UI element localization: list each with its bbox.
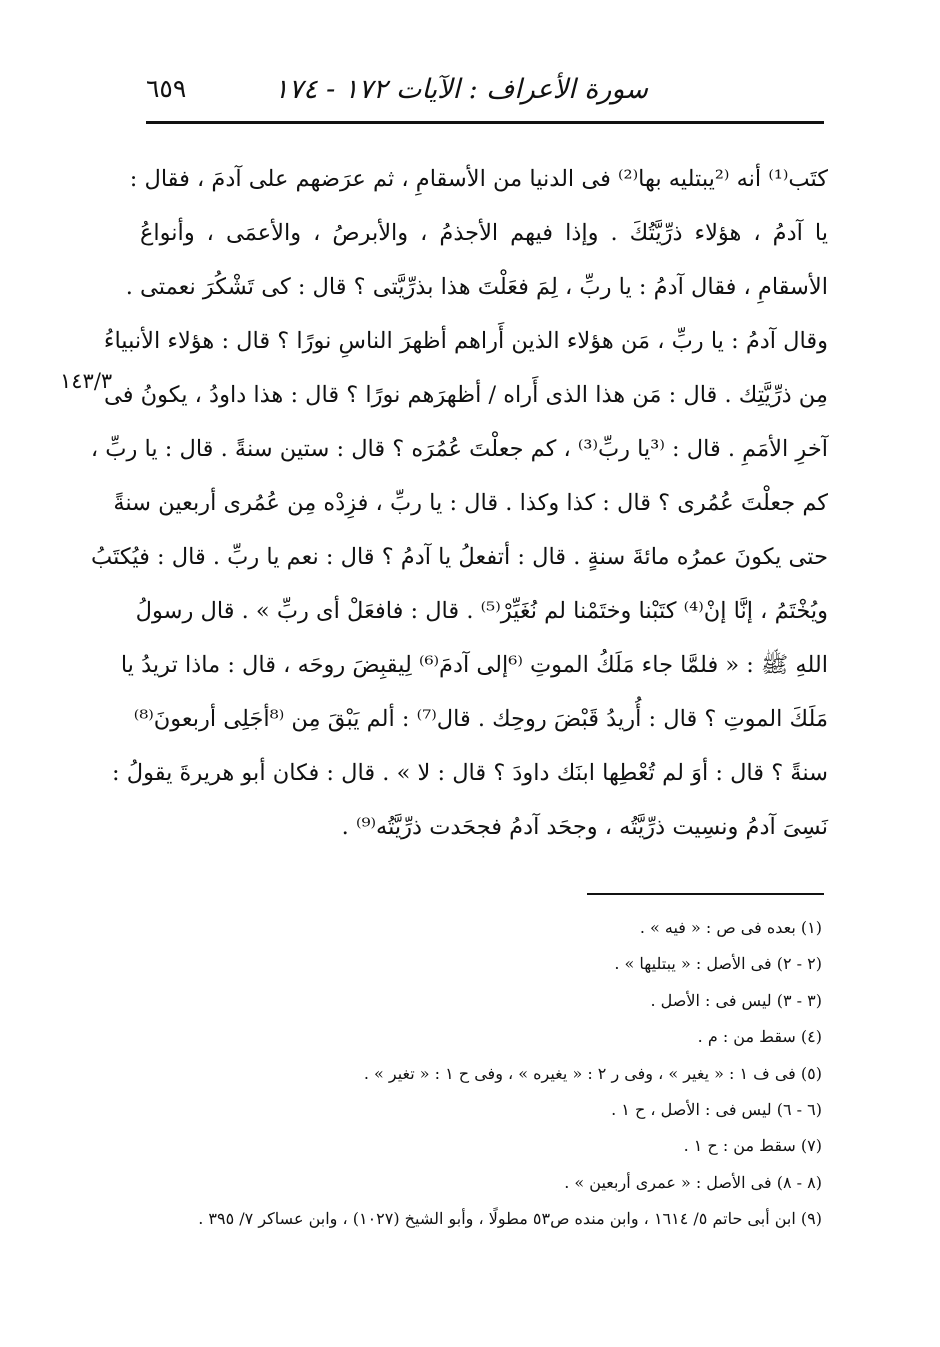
page-title: سورة الأعراف : الآيات ١٧٢ - ١٧٤	[274, 74, 648, 105]
text-line: حتى يكونَ عمرُه مائةَ سنةٍ . قال : أتفعلُ يا آدمُ ؟ قال : نعم يا ربِّ . قال : فيُكتَبُ	[91, 544, 828, 570]
page-number: ٦٥٩	[146, 74, 187, 103]
text-line: سنةً ؟ قال : أوَ لم تُعْطِها ابنَك داودَ ؟ قال : لا » . قال : فكان أبو هريرةَ يقولُ :	[112, 760, 828, 786]
text-line: مَلَكَ الموتِ ؟ قال : أُريدُ قَبْضَ روحِك . قال⁽⁷⁾ : ألم يَبْقَ مِن ⁽⁸أجَلِى أربعونَ⁽⁸⁾	[133, 706, 828, 732]
footnote: (٥) فى ف ١ : « يغير » ، وفى ر ٢ : « يغيره » ، وفى ح ١ : « تغير » .	[363, 1063, 822, 1083]
main-text	[90, 152, 828, 854]
text-line: وقال آدمُ : يا ربِّ ، مَن هؤلاء الذين أَراهم أظهرَ الناسِ نورًا ؟ قال : هؤلاء الأنبياءُ	[103, 328, 828, 354]
text-line: نَسِىَ آدمُ ونسِيت ذرِّيَّتُه ، وجحَد آدمُ فجحَدت ذرِّيَّتُه⁽⁹⁾ .	[341, 814, 828, 840]
text-line: آخرِ الأمَمِ . قال : ⁽³يا ربِّ⁽³⁾ ، كم جعلْتَ عُمُرَه ؟ قال : ستين سنةً . قال : يا ربِّ ،	[90, 436, 828, 462]
footnote: (٦ - ٦) ليس فى : الأصل ، ح ١ .	[611, 1099, 822, 1119]
text-line: مِن ذرِّيَّتِك . قال : مَن هذا الذى أَراه / أظهرَهم نورًا ؟ قال : هذا داودُ ، يكونُ فى	[104, 382, 828, 408]
header-divider	[146, 121, 824, 124]
text-line: ويُخْتَمُ ، إنَّا إنْ⁽⁴⁾ كتَبْنا وختَمْنا لم نُغَيِّرْ⁽⁵⁾ . قال : فافعَلْ أى ربِّ » . قال رسولُ	[135, 598, 828, 624]
footnote: (٩) ابن أبى حاتم ٥/ ١٦١٤ ، وابن منده ص٥٣ مطولًا ، وأبو الشيخ (١٠٢٧) ، وابن عساكر ٧/ ٣٩٥ .	[198, 1209, 822, 1229]
footnote-divider	[587, 893, 824, 895]
text-line: كم جعلْتَ عُمُرى ؟ قال : كذا وكذا . قال : يا ربِّ ، فزِدْه مِن عُمُرى أربعين سنةً	[113, 490, 828, 516]
footnote: (١) بعده فى ص : « فيه » .	[639, 918, 822, 937]
footnote: (٣ - ٣) ليس فى : الأصل .	[650, 990, 822, 1010]
text-line: اللهِ ﷺ : « فلمَّا جاء مَلَكُ الموتِ ⁽⁶إلى آدمَ⁽⁶⁾ لِيقبِضَ روحَه ، قال : ماذا تريدُ يا	[120, 652, 828, 678]
footnote: (٢ - ٢) فى الأصل : « يبتليها » .	[614, 954, 822, 974]
footnote: (٨ - ٨) فى الأصل : « عمرى أربعين » .	[564, 1172, 822, 1192]
footnote: (٧) سقط من : ح ١ .	[683, 1136, 822, 1156]
text-line: يا آدمُ ، هؤلاء ذرِّيَّتُكَ . وإذا فيهم الأجذمُ ، والأبرصُ ، والأعمَى ، وأنواعُ	[140, 220, 828, 246]
footnote: (٤) سقط من : م .	[697, 1027, 822, 1047]
footnotes	[122, 910, 822, 1238]
text-line: الأسقامِ ، فقال آدمُ : يا ربِّ ، لِمَ فعَلْتَ هذا بذرِّيَّتى ؟ قال : كى تَشْكُرَ نعمتى .	[125, 274, 828, 300]
text-line: كتَب⁽¹⁾ أنه ⁽²يبتليه بها⁽²⁾ فى الدنيا من الأسقامِ ، ثم عرَضهم على آدمَ ، فقال :	[129, 166, 828, 192]
margin-volume-page-reference: ١٤٣/٣	[60, 369, 113, 393]
